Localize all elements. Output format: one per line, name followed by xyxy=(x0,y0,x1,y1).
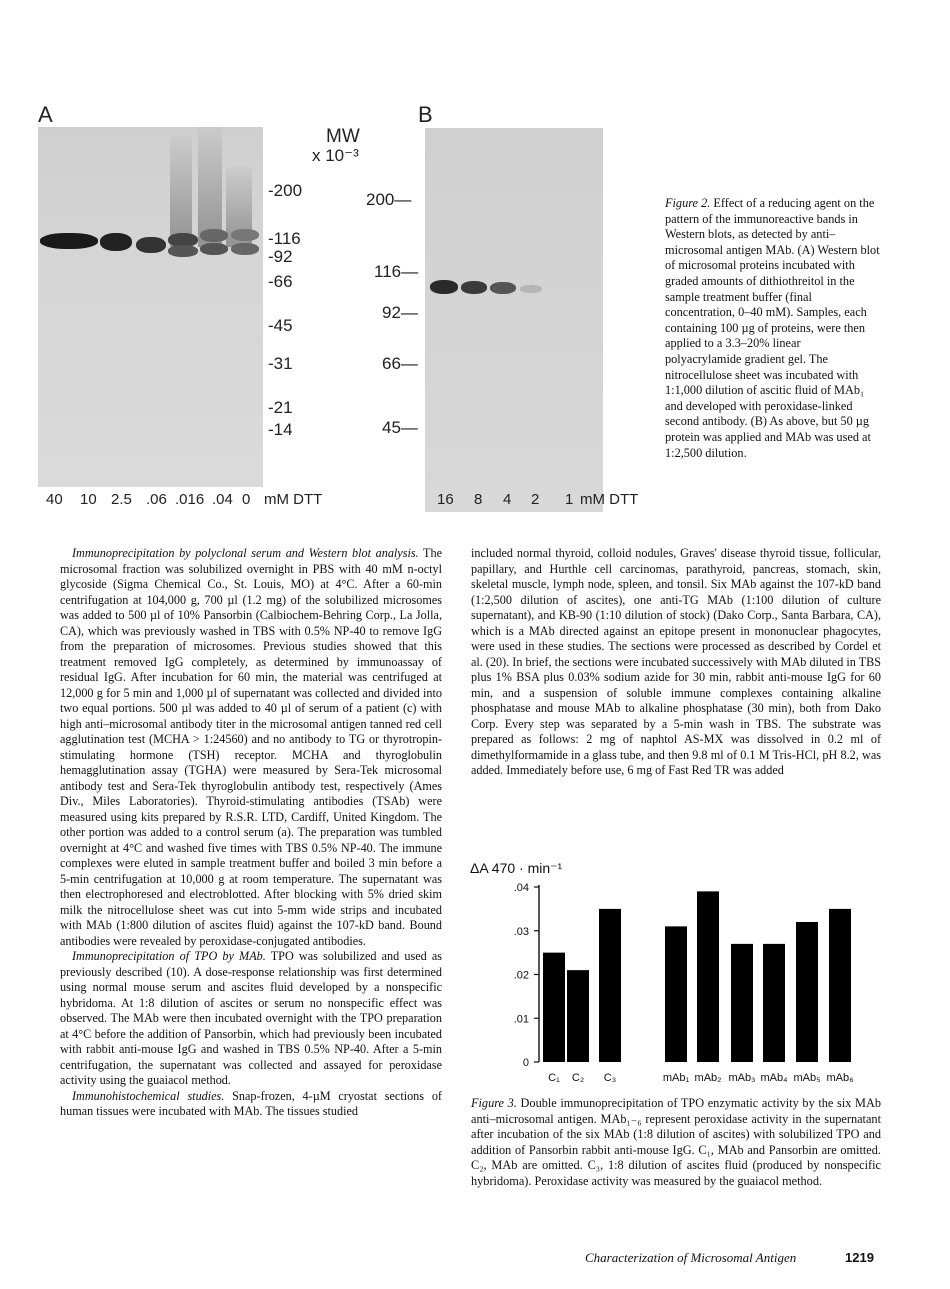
marker-label: -66 xyxy=(268,272,293,291)
lane-label: 8 xyxy=(474,491,483,508)
lane-label: .04 xyxy=(212,491,233,508)
marker-label: -45 xyxy=(268,316,293,335)
gel-band xyxy=(100,233,132,251)
mw-scale: x 10⁻³ xyxy=(312,146,359,165)
gel-band xyxy=(136,237,166,253)
smear xyxy=(170,137,192,247)
running-footer-title: Characterization of Microsomal Antigen xyxy=(585,1250,797,1265)
figure-2-caption xyxy=(665,196,880,461)
paragraph-heading: Immunoprecipitation by polyclonal serum and Western blot analysis. xyxy=(72,546,419,560)
marker-label: -92 xyxy=(268,247,293,266)
gel-band xyxy=(461,281,487,294)
paragraph-heading: Immunoprecipitation of TPO by MAb. xyxy=(72,949,266,963)
lane-label: 2 xyxy=(531,491,540,508)
lane-label: mM DTT xyxy=(580,491,639,508)
x-tick-label: C₁ xyxy=(548,1072,560,1084)
paragraph-text: The microsomal fraction was solubilized overnight in PBS with 40 mM n-octyl glycoside (Sigma Chemical Co., St. Louis, MO) at 4°C. After a 60-min centrifugation at 104,000 g, 700 µl (1.2 mg) of the solubilized microsomes was added to 500 µl of 10% Pansorbin (Calbiochem-Behring Corp., La Jolla, CA), which was previously washed in TBS with 0.5% NP-40 to remove IgG from the preparation of microsomes. Previous studies showed that this treatment removed IgG completely, as determined by immunoassay of residual IgG. After incubation for 60 min, the material was centrifuged at 12,000 g for 5 min and 1,000 µl of supernatant was collected and divided into two equal portions. 500 µl was added to 40 µl of serum of a patient (c) with high anti–microsomal antibody titer in the microsomal antigen tanned red cell agglutination test (MCHA > 1:24560) and no antibody to TG or thyrotropin-stimulating hormone (TSH) receptor. MCHA and thyroglobulin hemagglutination assay (TGHA) were measured by Sera-Tek microsomal antibody test and Sera-Tek thyroglobulin antibody test, respectively (Ames Div., Miles Laboratories). Thyroid-stimulating antibodies (TSAb) were measured using kits prepared by R.S.R. LTD, Cardiff, United Kingdom. The other portion was added to a control serum (a). The preparation was tumbled overnight at 4°C and washed five times with TBS 0.5% NP-40. The immune complexes were eluted in sample treatment buffer and boiled 3 min before a 5-min centrifugation at 10,000 g at room temperature. The supernatant was then electrophoresed and electroblotted. After blocking with 5% dried skim milk the nitrocellulose sheet was cut into 5-mm wide strips and incubated with MAb (1:800 dilution of ascites fluid) against the 107-kD band. Bound antibodies were revealed by peroxidase-conjugated antibodies. xyxy=(60,546,442,948)
lane-label: 10 xyxy=(80,491,97,508)
x-tick-label: mAb₁ xyxy=(662,1072,690,1084)
x-tick-label: C₃ xyxy=(603,1072,617,1084)
lane-label: 16 xyxy=(437,491,454,508)
gel-band xyxy=(168,245,198,257)
marker-label: 66— xyxy=(382,354,418,373)
lane-label: 0 xyxy=(242,491,251,508)
mw-header: MW xyxy=(326,126,360,147)
lane-label: 40 xyxy=(46,491,63,508)
figure-2-caption-text: Effect of a reducing agent on the pattern of the immunoreactive bands in Western blots, as detected by anti–microsomal antigen MAb. (A) Western blot of microsomal proteins incubated with graded amounts of dithiothreitol in the sample treatment buffer (final concentration, 0–40 mM). Samples, each containing 100 µg of proteins, were then applied to a 3.3–20% linear polyacrylamide gradient gel. The nitrocellulose sheet was incubated with 1:1,000 dilution of ascitic fluid of MAb₁ and developed with peroxidase-linked second antibody. (B) As above, but 50 µg protein was applied and MAb was used at 1:2,500 dilution. xyxy=(665,196,880,460)
x-tick-label: mAb₂ xyxy=(694,1072,722,1084)
bar xyxy=(665,926,687,1062)
marker-label: -14 xyxy=(268,420,293,439)
gel-band xyxy=(490,282,516,294)
right-column xyxy=(471,546,881,779)
figure-2-caption-name: Figure 2. xyxy=(665,196,711,210)
paragraph xyxy=(60,546,442,949)
paragraph-text: included normal thyroid, colloid nodules, Graves' disease thyroid tissue, follicular, papillary, and Hurthle cell carcinomas, parathyroid, pancreas, stomach, skin, skeletal muscle, lymph node, spleen, and tonsil. Six MAb against the 107-kD band (1:2,500 dilution of ascites), one anti-TG MAb (1:100 dilution of culture supernatant), and KB-90 (1:10 dilution of stock) (Dako Corp., Santa Barbara, CA), which is a MAb directed against an epitope present in mononuclear phagocytes, were used in these studies. The sections were processed as described by Cordel et al. (20). In brief, the sections were incubated successively with MAb diluted in TBS plus 1% BSA plus 0.03% sodium azide for 30 min, rabbit anti-mouse IgG for 60 min, and a suspension of soluble immune complexes containing alkaline phosphatase and mouse MAb to alkaline phosphatase (30 min), both from Dako Corp. Every step was separated by a 5-min wash in TBS. The substrate was prepared as follows: 2 mg of naphtol AS-MX was dissolved in 0.2 ml of dimethylformamide in a glass tube, and then 9.8 ml of 0.1 M Tris-HCl, pH 8.2, was added. Immediately before use, 6 mg of Fast Red TR was added xyxy=(471,546,881,777)
panel-a-letter: A xyxy=(38,102,53,127)
y-tick-label: .04 xyxy=(513,882,529,894)
marker-label: -21 xyxy=(268,398,293,417)
x-tick-label: mAb₅ xyxy=(793,1072,821,1084)
y-tick-label: .02 xyxy=(513,969,529,982)
paragraph xyxy=(471,546,881,779)
lane-label: .06 xyxy=(146,491,167,508)
left-column xyxy=(60,546,442,1120)
paragraph-heading: Immunohistochemical studies. xyxy=(72,1088,225,1103)
panel-b-letter: B xyxy=(418,102,433,127)
paragraph xyxy=(60,1089,442,1120)
gel-band xyxy=(200,243,228,255)
bar xyxy=(731,944,753,1062)
bar xyxy=(697,891,719,1062)
marker-label: 116— xyxy=(374,262,419,281)
bar xyxy=(543,953,565,1062)
page-number: 1219 xyxy=(845,1250,874,1265)
gel-band xyxy=(520,285,542,293)
figure-3-caption-text: Double immunoprecipitation of TPO enzymatic activity by the six MAb anti–microsomal antigen. MAb₁₋₆ represent peroxidase activity in the supernatant after incubation of the six MAb (1:8 dilution of ascites) with solubilized TPO and addition of Pansorbin rabbit anti-mouse IgG. C₁, MAb and Pansorbin are omitted. C₂, MAb are omitted. C₃, 1:8 dilution of ascites fluid (produced by nonspecific hybridoma). Peroxidase activity was measured by the guaiacol method. xyxy=(471,1096,881,1188)
lane-label: 1 xyxy=(565,491,574,508)
paragraph xyxy=(60,949,442,1089)
bar xyxy=(567,970,589,1062)
figure-3-caption-name: Figure 3. xyxy=(471,1096,517,1110)
lane-label: .016 xyxy=(175,491,205,508)
figure-3-caption xyxy=(471,1096,881,1190)
gel-band xyxy=(40,233,98,249)
y-tick-label: 0 xyxy=(522,1057,529,1069)
marker-label: -31 xyxy=(268,354,293,373)
x-tick-label: mAb₄ xyxy=(760,1072,788,1084)
gel-band xyxy=(231,229,259,241)
marker-label: 200— xyxy=(366,190,412,209)
gel-band xyxy=(231,243,259,255)
western-blot-panel-a xyxy=(38,127,263,487)
marker-label: 45— xyxy=(382,418,418,437)
lane-label: mM DTT xyxy=(264,491,323,508)
lane-label: 4 xyxy=(503,491,512,508)
x-tick-label: C₂ xyxy=(571,1072,585,1084)
bar xyxy=(796,922,818,1062)
y-axis-label: ΔA 470 · min⁻¹ xyxy=(470,860,563,876)
bar xyxy=(763,944,785,1062)
gel-band xyxy=(200,229,228,242)
marker-label: -116 xyxy=(268,229,301,248)
bar xyxy=(829,909,851,1062)
marker-label: 92— xyxy=(382,303,418,322)
paragraph-text: TPO was solubilized and used as previously described (10). A dose-response relationship was first determined using normal mouse serum and ascites fluid developed by a nonspecific hybridoma. At 1:8 dilution of ascites or serum no nonspecific effect was observed. The MAb were then incubated overnight with the TPO preparation at 4°C before the addition of Pansorbin, which had previously been incubated with rabbit anti-mouse IgG and washed in TBS 0.5% NP-40. After a 5-min centrifugation, the supernatant was collected and assayed for peroxidase activity using the guaiacol method. xyxy=(60,949,443,1087)
chart-plot-area xyxy=(514,882,854,1084)
western-blot-panel-b xyxy=(425,128,603,512)
y-tick-label: .01 xyxy=(513,1013,529,1026)
paragraph-text: Snap-frozen, 4-µM cryostat sections of human tissues were incubated with MAb. The tissues studied xyxy=(60,1088,442,1118)
x-tick-label: mAb₆ xyxy=(826,1072,854,1084)
bar xyxy=(599,909,621,1062)
x-tick-label: mAb₃ xyxy=(728,1072,756,1084)
gel-band xyxy=(430,280,458,294)
lane-label: 2.5 xyxy=(111,491,132,508)
y-tick-label: .03 xyxy=(513,925,529,938)
marker-label: -200 xyxy=(268,181,303,200)
figure-3-bar-chart xyxy=(468,855,888,1095)
